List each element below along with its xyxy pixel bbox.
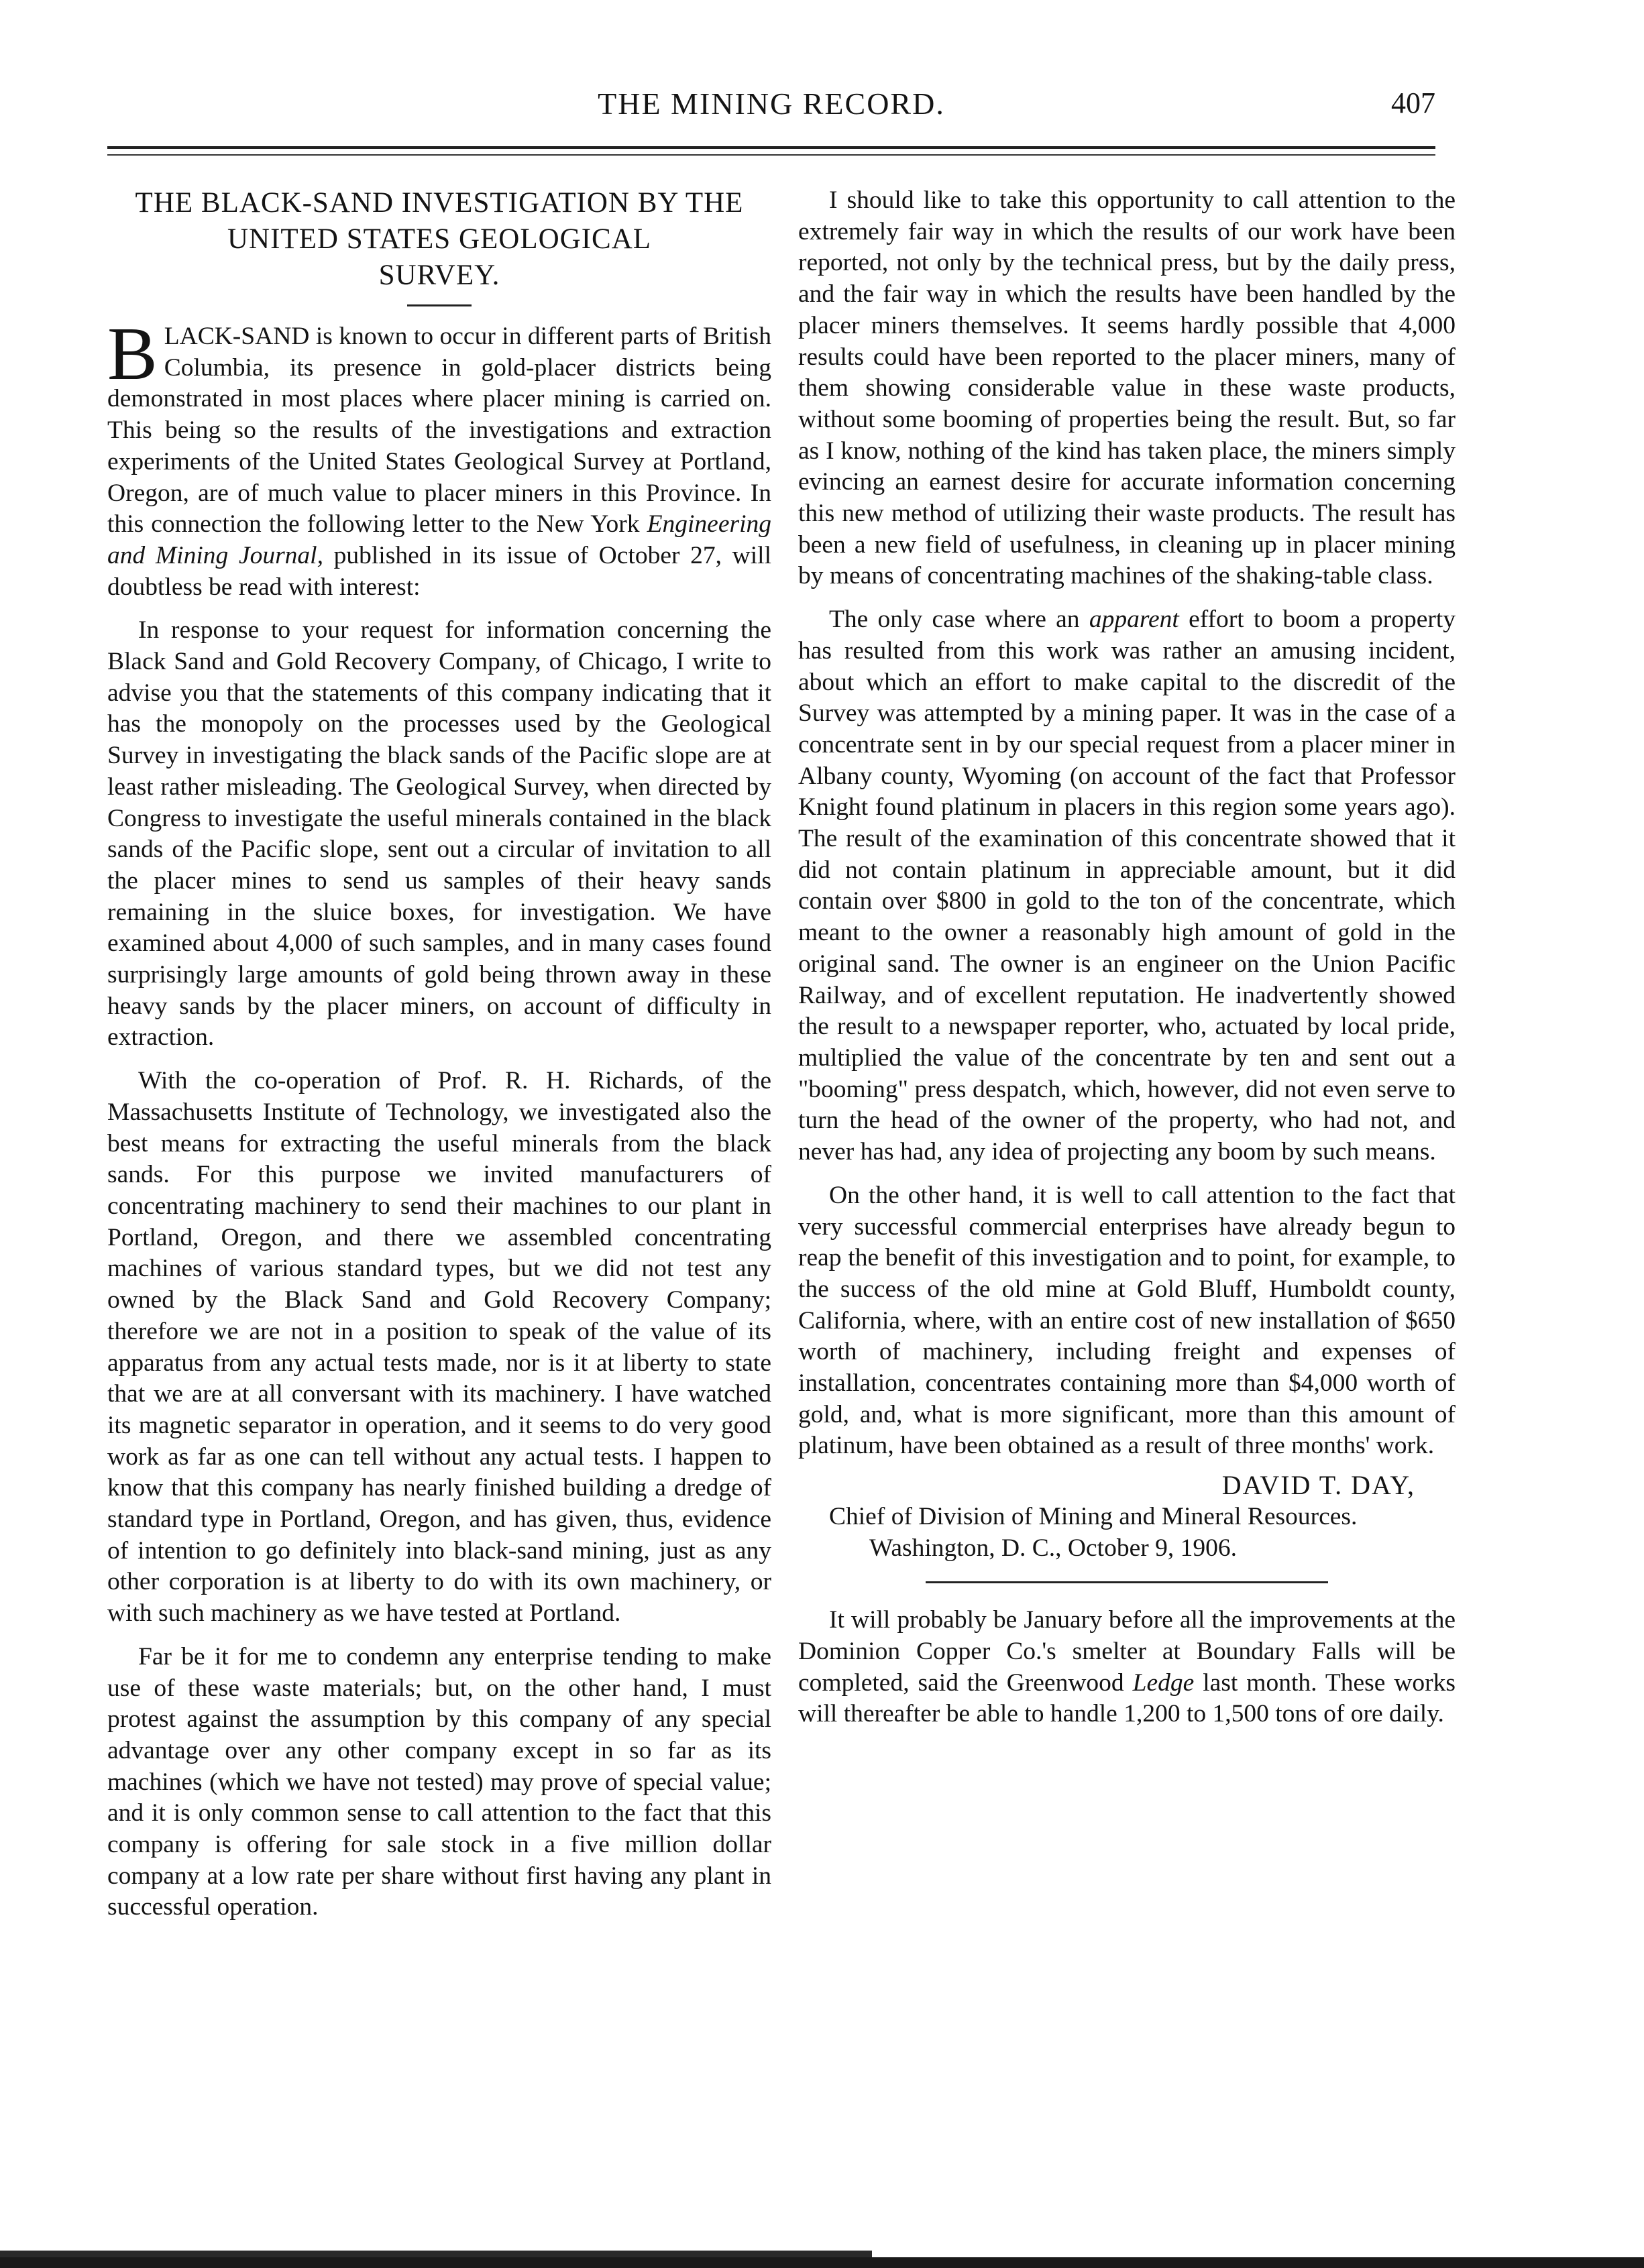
letter-paragraph-4: I should like to take this opportunity to call attention to the extremely fair way in which the results of our work have been reported, not only by the technical press, but by the daily press, and the fair way in which the results have been handled by the placer miners themselves. It seems hardly possible that 4,000 results could have been reported to the placer miners, many of them showing considerable value in these waste products, without some booming of properties being the result. But, so far as I know, nothing of the kind has taken place, the miners simply evincing an earnest desire for accurate information concerning this new method of utilizing their waste products. The result has been a new field of usefulness, in cleaning up in placer mining by means of concentrating machines of the shaking-table class. [798, 186, 1456, 590]
headline-rule [407, 304, 472, 306]
headline-line-2: UNITED STATES GEOLOGICAL [227, 223, 652, 255]
p6-rest: effort to boom a property has resulted from this work was rather an amusing incident, about which an effort to make capital to the discredit of the Survey was attempted by a mining paper. It was in the case of a concentrate sent in by our special request from a placer miner in Albany county, Wyoming (on account of the fact that Professor Knight found platinum in placers in this region some years ago). The result of the examination of this concentrate showed that it did not contain platinum in appreciable amount, but it did contain over $800 in gold to the ton of the concentrate, which meant to the owner a reasonably high amount of gold in the original sand. The owner is an engineer on the Union Pacific Railway, and of excellent reputation. He inadvertently showed the result to a newspaper reporter, who, actuated by local pride, multiplied the value of the concentrate by ten and sent out a "booming" press despatch, which, however, did not even serve to turn the head of the owner of the property, who had not, and never has had, any idea of projecting any boom by such means. [798, 606, 1456, 1166]
article-headline [121, 185, 758, 294]
letter-paragraph-5 [798, 604, 1456, 1168]
headline-line-3: SURVEY. [378, 260, 500, 291]
signature-title: Chief of Division of Mining and Mineral Resources. [829, 1502, 1358, 1530]
left-column [107, 185, 771, 1923]
page-header [107, 86, 1435, 133]
note-start: It will probably be January before all the improvements at the Dominion Copper Co.'s smelter at Boundary Falls will be completed, said the Greenwood [798, 1606, 1456, 1697]
drop-cap: B [107, 313, 158, 396]
p6-start: The only case where an [829, 606, 1089, 634]
letter-paragraph-6: On the other hand, it is well to call attention to the fact that very successful commercial enterprises have already begun to reap the benefit of this investigation and to point, for example, to the success of the old mine at Gold Bluff, Humboldt county, California, where, with an entire cost of new installation of $650 worth of machinery, including freight and expenses of installation, concentrates containing more than $4,000 worth of gold, and, what is more significant, more than this amount of platinum, have been obtained as a result of three months' work. [798, 1181, 1456, 1460]
header-rule [107, 146, 1435, 149]
journal-title: THE MINING RECORD. [598, 87, 945, 121]
section-rule [926, 1581, 1328, 1583]
intro-text-end: published in its issue of October 27, will doubtless be read with interest: [107, 541, 772, 601]
headline-line-1: THE BLACK-SAND INVESTIGATION BY THE [135, 187, 744, 219]
p6-italic: apparent [1089, 606, 1179, 634]
signature-place: Washington, D. C., October 9, 1906. [869, 1534, 1237, 1562]
intro-paragraph [107, 313, 772, 603]
header-rule-thin [107, 154, 1435, 156]
right-column [798, 185, 1456, 1730]
news-note [798, 1605, 1456, 1730]
journal-name: Engineering and Mining Journal, [107, 510, 771, 569]
scan-edge [0, 2257, 1644, 2268]
letter-paragraph-3: Far be it for me to condemn any enterprise tending to make use of these waste materials; but, on the other hand, I must protest against the assumption by this company of any special advantage over any other company except in so far as its machines (which we have not tested) may prove of special value; and it is only common sense to call attention to the fact that this company is offering for sale stock in a five million dollar company at a low rate per share without first having any plant in successful operation. [107, 1642, 771, 1921]
note-italic: Ledge [1132, 1668, 1195, 1697]
signature-name: DAVID T. DAY, [1221, 1470, 1415, 1501]
scan-edge-shadow [0, 2251, 872, 2257]
letter-paragraph-2: With the co-operation of Prof. R. H. Richards, of the Massachusetts Institute of Technology, we investigated also the best means for extracting the useful minerals from the black sands. For this purpose we invited manufacturers of concentrating machinery to send their machines to our plant in Portland, Oregon, and there we assembled concentrating machines of various standard types, but we did not test any owned by the Black Sand and Gold Recovery Company; therefore we are not in a position to speak of the value of its apparatus from any actual tests made, nor is it at liberty to state that we are at all conversant with its machinery. I have watched its magnetic separator in operation, and it seems to do very good work as far as one can tell without any actual tests. I happen to know that this company has nearly finished building a dredge of standard type in Portland, Oregon, and has given, thus, evidence of intention to go definitely into black-sand mining, just as any other corporation is at liberty to do with its own machinery, or with such machinery as we have tested at Portland. [107, 1067, 771, 1628]
note-end: last month. These works will thereafter be able to handle 1,200 to 1,500 tons of ore daily. [798, 1668, 1456, 1728]
letter-paragraph-1: In response to your request for information concerning the Black Sand and Gold Recovery Company, of Chicago, I write to advise you that the statements of this company indicating that it has the monopoly on the processes used by the Geological Survey in investigating the black sands of the Pacific slope are at least rather misleading. The Geological Survey, when directed by Congress to investigate the useful minerals contained in the black sands of the Pacific slope, sent out a circular of invitation to all the placer mines to send us samples of their heavy sands remaining in the sluice boxes, for investigation. We have examined about 4,000 of such samples, and in many cases found surprisingly large amounts of gold being thrown away in these heavy sands by the placer miners, on account of difficulty in extraction. [107, 616, 771, 1052]
page-number: 407 [1391, 87, 1435, 119]
intro-text: LACK-SAND is known to occur in different parts of British Columbia, its presence in gold-placer districts being demonstrated in most places where placer mining is carried on. This being so the results of the investigations and extraction experiments of the United States Geological Survey at Portland, Oregon, are of much value to placer miners in this Province. In this connection the following letter to the New York [107, 323, 771, 538]
